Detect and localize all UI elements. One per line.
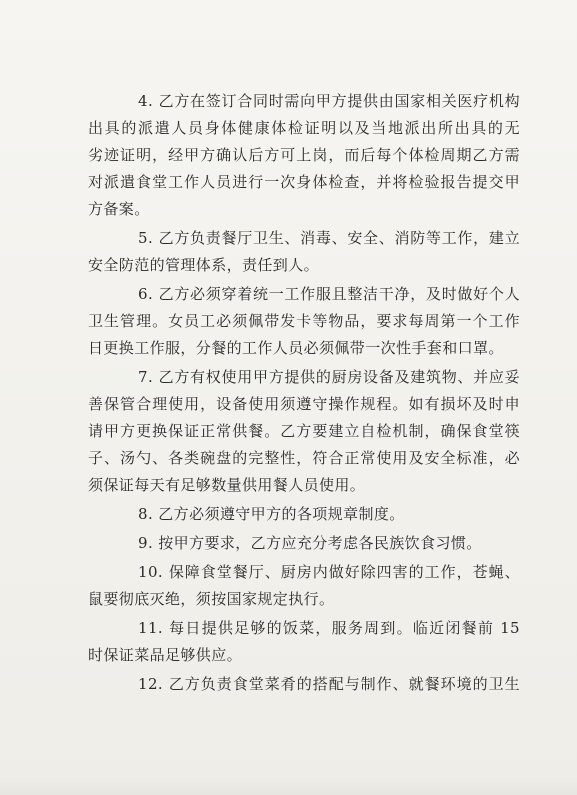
clause-first-line: 6. 乙方必须穿着统一工作服且整洁干净，及时做好个人 bbox=[138, 285, 520, 303]
clause-first-line: 12. 乙方负责食堂菜肴的搭配与制作、就餐环境的卫生 bbox=[138, 675, 520, 693]
clause-line: 劣迹证明，经甲方确认后方可上岗，而后每个体检周期乙方需 bbox=[88, 146, 520, 164]
clause-line: 出具的派遣人员身体健康体检证明以及当地派出所出具的无 bbox=[88, 119, 520, 137]
clause-first-line: 11. 每日提供足够的饭菜，服务周到。临近闭餐前 15 bbox=[138, 619, 520, 637]
clause-first-line: 8. 乙方必须遵守甲方的各项规章制度。 bbox=[138, 505, 405, 523]
clause-line: 时保证菜品足够供应。 bbox=[88, 646, 243, 664]
clause-line: 须保证每天有足够数量供用餐人员使用。 bbox=[88, 476, 366, 494]
page-bottom-shadow bbox=[0, 777, 577, 795]
clause-line: 请甲方更换保证正常供餐。乙方要建立自检机制，确保食堂筷 bbox=[88, 422, 520, 440]
clause-line: 善保管合理使用，设备使用须遵守操作规程。如有损坏及时申 bbox=[88, 395, 520, 413]
clause-line: 安全防范的管理体系，责任到人。 bbox=[88, 256, 320, 274]
clause-line: 方备案。 bbox=[88, 200, 150, 218]
clause-first-line: 5. 乙方负责餐厅卫生、消毒、安全、消防等工作，建立 bbox=[138, 229, 520, 247]
contract-clauses bbox=[88, 88, 520, 698]
clause-line: 鼠要彻底灭绝，须按国家规定执行。 bbox=[88, 590, 335, 608]
clause-line: 卫生管理。女员工必须佩带发卡等物品，要求每周第一个工作 bbox=[88, 312, 520, 330]
clause-first-line: 9. 按甲方要求，乙方应充分考虑各民族饮食习惯。 bbox=[138, 534, 482, 552]
clause-first-line: 10. 保障食堂餐厅、厨房内做好除四害的工作，苍蝇、 bbox=[138, 563, 520, 581]
clause-line: 对派遣食堂工作人员进行一次身体检查，并将检验报告提交甲 bbox=[88, 173, 520, 191]
clause-line: 日更换工作服，分餐的工作人员必须佩带一次性手套和口罩。 bbox=[88, 339, 504, 357]
clause-line: 子、汤勺、各类碗盘的完整性，符合正常使用及安全标准，必 bbox=[88, 449, 520, 467]
clause-first-line: 4. 乙方在签订合同时需向甲方提供由国家相关医疗机构 bbox=[138, 92, 520, 110]
clause-first-line: 7. 乙方有权使用甲方提供的厨房设备及建筑物、并应妥 bbox=[138, 368, 520, 386]
